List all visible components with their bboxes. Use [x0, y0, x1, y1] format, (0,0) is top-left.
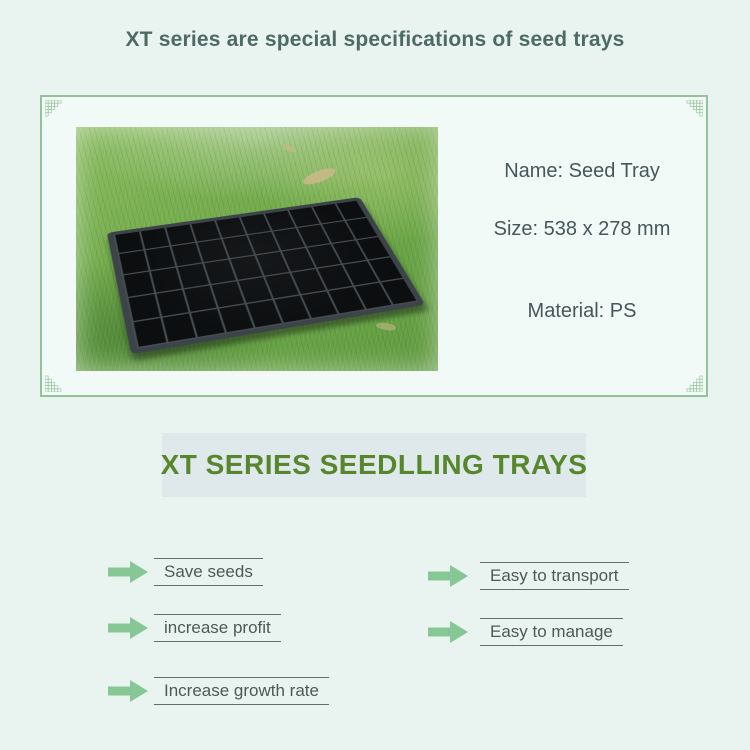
feature-label: Increase growth rate: [154, 677, 329, 705]
arrow-right-icon: [428, 621, 468, 643]
dry-leaf-decoration: [281, 142, 296, 154]
spec-name: Name: Seed Tray: [504, 160, 660, 182]
product-photo: [76, 127, 438, 371]
corner-grid-icon: [45, 375, 62, 392]
feature-label: Save seeds: [154, 558, 263, 586]
series-banner: [162, 433, 586, 497]
seed-tray-image: [107, 197, 425, 354]
corner-grid-icon: [45, 100, 62, 117]
feature-label: Easy to transport: [480, 562, 629, 590]
dry-leaf-decoration: [375, 321, 396, 332]
arrow-right-icon: [108, 561, 148, 583]
feature-label: increase profit: [154, 614, 281, 642]
spec-material: Material: PS: [527, 300, 637, 322]
arrow-right-icon: [428, 565, 468, 587]
feature-save-seeds: [108, 558, 263, 586]
corner-grid-icon: [686, 100, 703, 117]
corner-grid-icon: [686, 375, 703, 392]
banner-title: XT SERIES SEEDLLING TRAYS: [160, 449, 588, 480]
feature-easy-to-manage: [428, 618, 623, 646]
feature-increase-growth-rate: [108, 677, 329, 705]
product-box: [40, 95, 708, 397]
arrow-right-icon: [108, 617, 148, 639]
page-title: XT series are special specifications of seed trays: [125, 28, 625, 51]
feature-easy-to-transport: [428, 562, 629, 590]
dry-leaf-decoration: [301, 166, 337, 187]
spec-list: [462, 157, 702, 325]
spec-size: Size: 538 x 278 mm: [493, 218, 671, 240]
feature-increase-profit: [108, 614, 281, 642]
feature-label: Easy to manage: [480, 618, 623, 646]
arrow-right-icon: [108, 680, 148, 702]
